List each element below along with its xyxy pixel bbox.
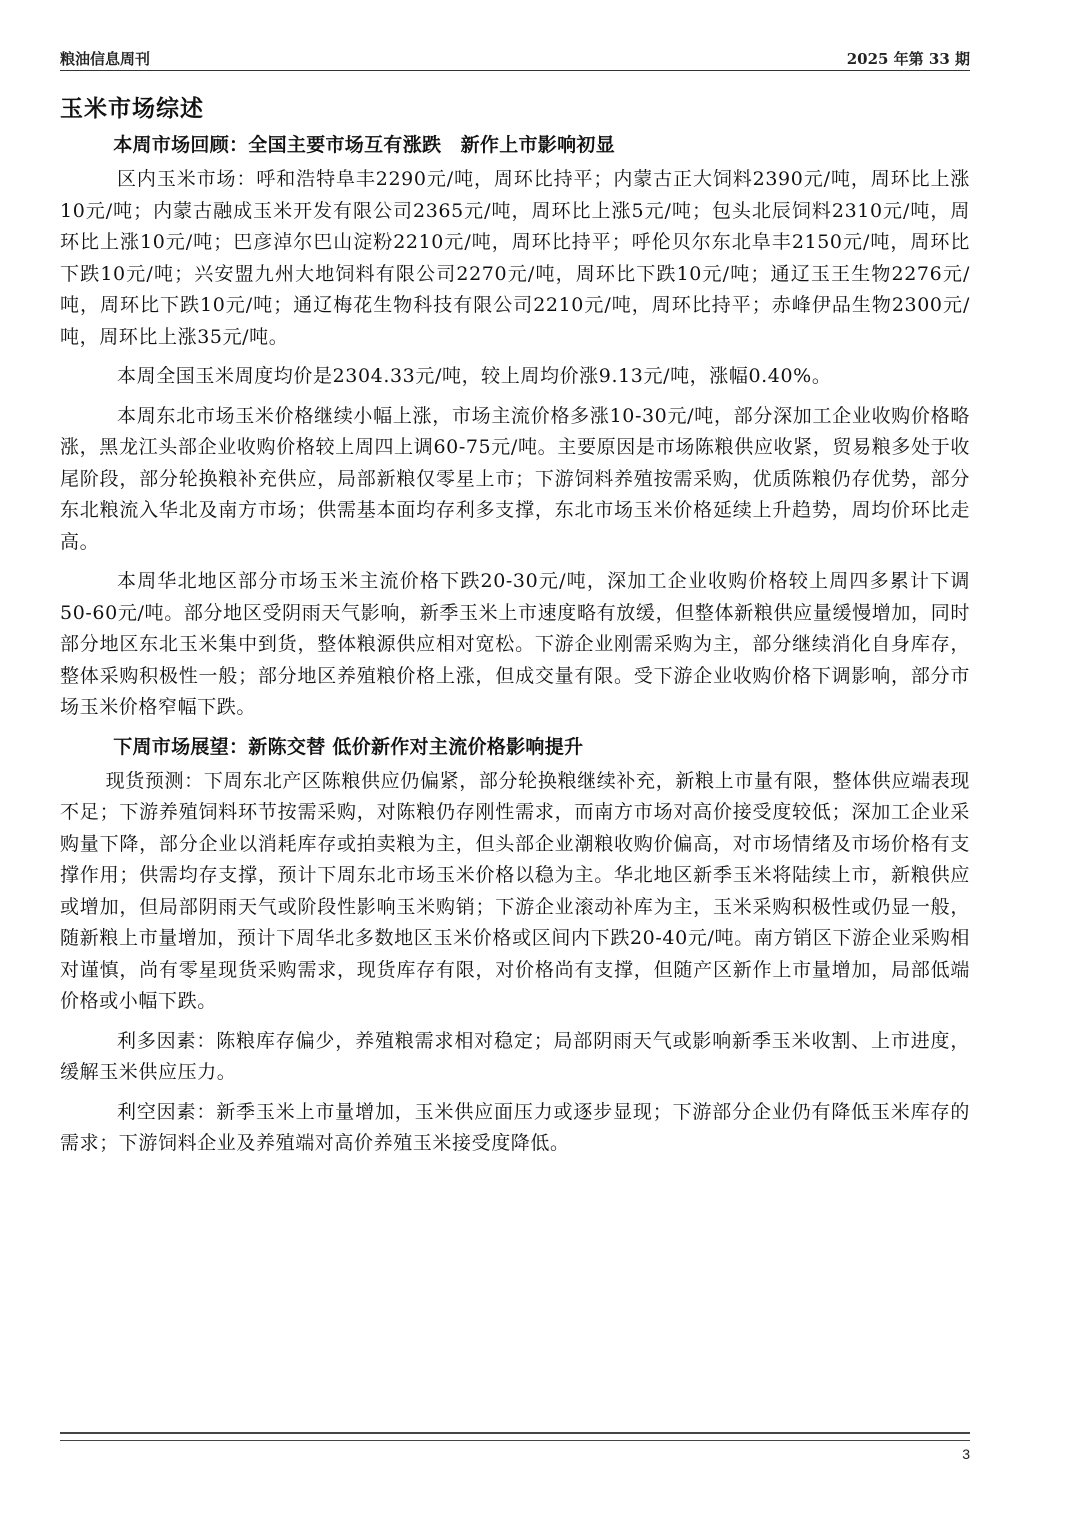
outlook-bullish-factors: 利多因素：陈粮库存偏少，养殖粮需求相对稳定；局部阴雨天气或影响新季玉米收割、上市进度，缓解玉米供应压力。	[60, 1029, 970, 1083]
review-paragraph-national: 本周全国玉米周度均价是2304.33元/吨，较上周均价涨9.13元/吨，涨幅0.40%。	[117, 365, 832, 387]
review-heading: 本周市场回顾：全国主要市场互有涨跌 新作上市影响初显	[113, 134, 615, 156]
page-header	[60, 46, 970, 70]
article-body	[60, 128, 970, 1168]
review-paragraph-regional: 区内玉米市场：呼和浩特阜丰2290元/吨，周环比持平；内蒙古正大饲料2390元/吨，周环比上涨10元/吨；内蒙古融成玉米开发有限公司2365元/吨，周环比上涨5元/吨；包头北辰饲料2310元/吨，周环比上涨10元/吨；巴彦淖尔巴山淀粉2210元/吨，周环比持平；呼伦贝尔东北阜丰2150元/吨，周环比下跌10元/吨；兴安盟九州大地饲料有限公司2270元/吨，周环比下跌10元/吨；通辽玉王生物2276元/吨，周环比下跌10元/吨；通辽梅花生物科技有限公司2210元/吨，周环比持平；赤峰伊品生物2300元/吨，周环比上涨35元/吨。	[60, 168, 970, 348]
review-paragraph-northeast: 本周东北市场玉米价格继续小幅上涨，市场主流价格多涨10-30元/吨，部分深加工企业收购价格略涨，黑龙江头部企业收购价格较上周四上调60-75元/吨。主要原因是市场陈粮供应收紧，贸易粮多处于收尾阶段，部分轮换粮补充供应，局部新粮仅零星上市；下游饲料养殖按需采购，优质陈粮仍存优势，部分东北粮流入华北及南方市场；供需基本面均存利多支撑，东北市场玉米价格延续上升趋势，周均价环比走高。	[60, 404, 970, 553]
outlook-bearish-factors: 利空因素：新季玉米上市量增加，玉米供应面压力或逐步显现；下游部分企业仍有降低玉米库存的需求；下游饲料企业及养殖端对高价养殖玉米接受度降低。	[60, 1100, 970, 1154]
section-title: 玉米市场综述	[60, 95, 204, 122]
review-paragraph-north-china: 本周华北地区部分市场玉米主流价格下跌20-30元/吨，深加工企业收购价格较上周四多累计下调50-60元/吨。部分地区受阴雨天气影响，新季玉米上市速度略有放缓，但整体新粮供应量缓慢增加，同时部分地区东北玉米集中到货，整体粮源供应相对宽松。下游企业刚需采购为主，部分继续消化自身库存，整体采购积极性一般；部分地区养殖粮价格上涨，但成交量有限。受下游企业收购价格下调影响，部分市场玉米价格窄幅下跌。	[60, 570, 970, 718]
footer-divider	[60, 1432, 970, 1441]
header-divider	[60, 70, 970, 71]
publication-name: 粮油信息周刊	[60, 50, 151, 68]
issue-number: 2025 年第 33 期	[846, 50, 970, 68]
outlook-forecast: 现货预测：下周东北产区陈粮供应仍偏紧，部分轮换粮继续补充，新粮上市量有限，整体供应端表现不足；下游养殖饲料环节按需采购，对陈粮仍存刚性需求，而南方市场对高价接受度较低；深加工企业采购量下降，部分企业以消耗库存或拍卖粮为主，但头部企业潮粮收购价偏高，对市场情绪及市场价格有支撑作用；供需均存支撑，预计下周东北市场玉米价格以稳为主。华北地区新季玉米将陆续上市，新粮供应或增加，但局部阴雨天气或阶段性影响玉米购销；下游企业滚动补库为主，玉米采购积极性或仍显一般，随新粮上市量增加，预计下周华北多数地区玉米价格或区间内下跌20-40元/吨。南方销区下游企业采购相对谨慎，尚有零星现货采购需求，现货库存有限，对价格尚有支撑，但随产区新作上市量增加，局部低端价格或小幅下跌。	[60, 769, 970, 1012]
outlook-heading: 下周市场展望：新陈交替 低价新作对主流价格影响提升	[113, 735, 584, 758]
page-number: 3	[962, 1446, 970, 1462]
